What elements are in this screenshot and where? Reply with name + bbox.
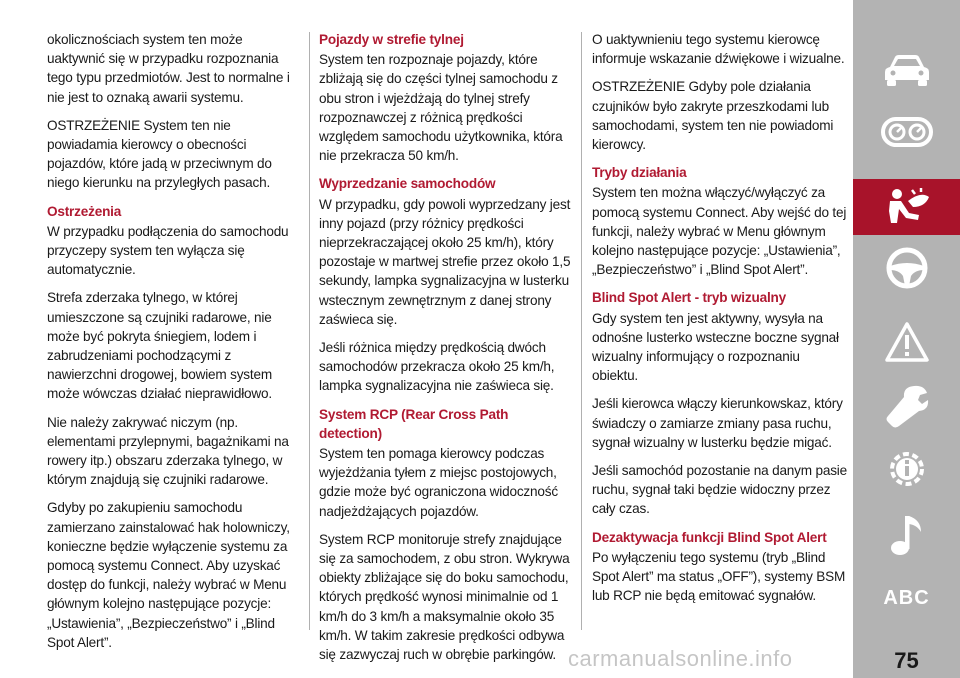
text-column-3 xyxy=(592,30,847,614)
paragraph: okolicznościach system ten może uaktywnić się w przypadku rozpoznania tego typu przedmiotów. Jest to normalne i nie jest to oznaką awarii systemu. xyxy=(47,32,290,105)
warning-triangle-icon xyxy=(884,321,930,363)
paragraph: Jeśli kierowca włączy kierunkowskaz, który świadczy o zamiarze zmiany pasa ruchu, sygnał wizualny w lusterku będzie migać. xyxy=(592,396,843,450)
section-heading: Blind Spot Alert - tryb wizualny xyxy=(592,290,786,306)
paragraph: Nie należy zakrywać niczym (np. elementami przylepnymi, bagażnikami na rowery itp.) obszaru zderzaka tylnego, w którym znajdują się czujniki radarowe. xyxy=(47,414,289,488)
music-note-icon xyxy=(887,512,927,558)
column-divider xyxy=(309,32,310,630)
watermark: carmanualsonline.info xyxy=(568,646,793,671)
index-abc-label: ABC xyxy=(883,586,930,609)
car-icon xyxy=(882,53,932,87)
section-heading: Dezaktywacja funkcji Blind Spot Alert xyxy=(592,529,827,545)
section-heading: Ostrzeżenia xyxy=(47,203,122,219)
tab-safety[interactable] xyxy=(853,179,960,235)
paragraph: W przypadku podłączenia do samochodu przyczepy system ten wyłącza się automatycznie. xyxy=(47,223,289,278)
section-heading: System RCP (Rear Cross Path detection) xyxy=(319,406,509,441)
paragraph: O uaktywnieniu tego systemu kierowcę informuje wskazanie dźwiękowe i wizualne. xyxy=(592,32,845,67)
tab-maintenance[interactable] xyxy=(853,378,960,434)
chapter-sidebar xyxy=(853,0,960,678)
paragraph: OSTRZEŻENIE System ten nie powiadamia kierowcy o obecności pojazdów, które jadą w przeciwnym do niego kierunku na przyległych pasach. xyxy=(47,117,272,191)
gear-info-icon xyxy=(884,446,930,492)
paragraph: Jeśli różnica między prędkością dwóch samochodów przekracza około 25 km/h, lampka sygnalizacyjna nie zaświeca się. xyxy=(319,340,555,394)
wrench-icon xyxy=(884,383,930,429)
paragraph: System ten można włączyć/wyłączyć za pomocą systemu Connect. Aby wejść do tej funkcji, należy wybrać w Menu głównym kolejno następujące pozycje: „Ustawienia”, „Bezpieczeństwo” i „Blind Spot Alert”. xyxy=(592,185,847,278)
steering-wheel-icon xyxy=(885,246,929,290)
paragraph: Gdy system ten jest aktywny, wysyła na odnośne lusterko wsteczne boczne sygnał wizualny informujący o rozpoznaniu obiektu. xyxy=(592,310,839,384)
tab-dashboard[interactable] xyxy=(853,104,960,160)
paragraph: OSTRZEŻENIE Gdyby pole działania czujników było zakryte przeszkodami lub samochodami, system ten nie powiadomi kierowcy. xyxy=(592,79,834,153)
tab-car[interactable] xyxy=(853,42,960,98)
paragraph: System RCP monitoruje strefy znajdujące się za samochodem, z obu stron. Wykrywa obiekty zbliżające się do boku samochodu, których prędkość wynosi minimalnie od 1 km/h do 3 km/h a maksymalnie około 35 km/h. W takim zakresie prędkości odbywa się zazwyczaj ruch w obrębie parkingów. xyxy=(319,531,570,663)
paragraph: System ten pomaga kierowcy podczas wyjeżdżania tyłem z miejsc postojowych, gdzie może być ograniczona widoczność nadjeżdżających pojazdów. xyxy=(319,446,558,519)
paragraph: Strefa zderzaka tylnego, w której umieszczone są czujniki radarowe, nie może być pokryta śniegiem, lodem i zabrudzeniami pochodzącymi z nawierzchni drogowej, bowiem system może wówczas działać nieprawidłowo. xyxy=(47,290,272,402)
dashboard-icon xyxy=(881,115,933,149)
text-column-1 xyxy=(47,30,299,661)
paragraph: Jeśli samochód pozostanie na danym pasie ruchu, sygnał taki będzie widoczny przez cały czas. xyxy=(592,463,847,517)
paragraph: Po wyłączeniu tego systemu (tryb „Blind Spot Alert” ma status „OFF”), systemy BSM lub RCP nie będą emitować sygnałów. xyxy=(592,549,846,604)
tab-emergency[interactable] xyxy=(853,314,960,370)
paragraph: W przypadku, gdy powoli wyprzedzany jest inny pojazd (przy różnicy prędkości nieprzekraczającej około 25 km/h), który pozostaje w martwej strefie przez około 1,5 sekundy, lampka sygnalizacyjna w lusterku wstecznym zewnętrznym z danej strony zaświeca się. xyxy=(319,196,571,327)
column-divider xyxy=(581,32,582,630)
section-heading: Pojazdy w strefie tylnej xyxy=(319,32,464,47)
tab-technical-data[interactable] xyxy=(853,441,960,497)
paragraph: System ten rozpoznaje pojazdy, które zbliżają się do części tylnej samochodu z obu stron i wjeżdżają do tylnej strefy rozpoznawczej z różnicą prędkości względem samochodu użytkownika, która nie przekracza 50 km/h. xyxy=(319,52,563,164)
tab-index[interactable] xyxy=(853,570,960,626)
safety-airbag-icon xyxy=(881,187,933,227)
paragraph: Gdyby po zakupieniu samochodu zamierzano zainstalować hak holowniczy, konieczne będzie wyłączenie systemu za pomocą systemu Connect. Aby uzyskać dostęp do funkcji, należy wybrać w Menu głównym kolejno następujące pozycje: „Ustawienia”, „Bezpieczeństwo” i „Blind Spot Alert”. xyxy=(47,500,290,650)
section-heading: Tryby działania xyxy=(592,165,687,181)
text-column-2 xyxy=(319,30,571,673)
page-number: 75 xyxy=(894,648,919,673)
section-heading: Wyprzedzanie samochodów xyxy=(319,176,496,192)
tab-driving[interactable] xyxy=(853,240,960,296)
tab-multimedia[interactable] xyxy=(853,507,960,563)
